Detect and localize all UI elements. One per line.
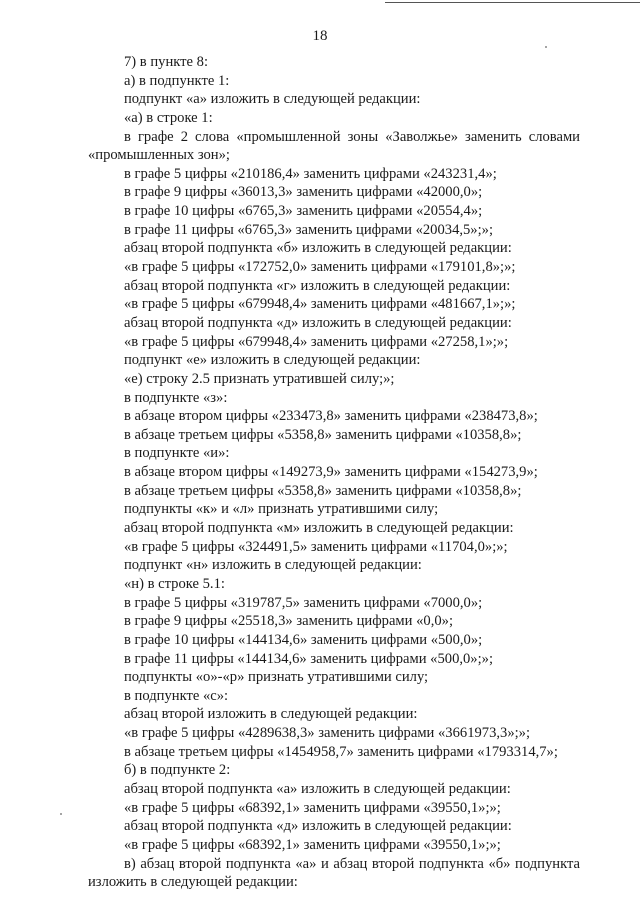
text-line: в графе 11 цифры «6765,3» заменить цифрами «20034,5»;»; [124, 221, 494, 238]
text-line: подпункты «к» и «л» признать утратившими силу; [124, 501, 439, 518]
text-line: «в графе 5 цифры «4289638,3» заменить цифрами «3661973,3»;»; [124, 725, 531, 742]
text-line: в графе 10 цифры «6765,3» заменить цифрами «20554,4»; [124, 203, 483, 220]
text-line: абзац второй подпункта «д» изложить в следующей редакции: [124, 818, 512, 835]
text-line: в графе 5 цифры «210186,4» заменить цифрами «243231,4»; [124, 165, 497, 182]
text-line: «а) в строке 1: [124, 109, 213, 126]
text-line: в графе 11 цифры «144134,6» заменить цифрами «500,0»;»; [124, 650, 494, 667]
text-line: в абзаце втором цифры «149273,9» заменить цифрами «154273,9»; [124, 464, 538, 481]
scan-speck [545, 46, 547, 48]
text-line: а) в подпункте 1: [124, 72, 230, 89]
text-line: абзац второй подпункта «б» изложить в следующей редакции: [124, 240, 512, 257]
text-line: абзац второй подпункта «м» изложить в следующей редакции: [124, 520, 514, 537]
text-line: подпункт «н» изложить в следующей редакции: [124, 557, 422, 574]
text-line: в графе 10 цифры «144134,6» заменить цифрами «500,0»; [124, 631, 483, 648]
text-line: 7) в пункте 8: [124, 54, 209, 70]
text-line: в абзаце третьем цифры «5358,8» заменить цифрами «10358,8»; [124, 426, 522, 443]
text-line: абзац второй подпункта «г» изложить в следующей редакции: [124, 277, 511, 294]
text-line: «н) в строке 5.1: [124, 575, 225, 592]
text-line: в подпункте «с»: [124, 687, 229, 704]
text-line: «в графе 5 цифры «679948,4» заменить цифрами «27258,1»;»; [124, 333, 509, 350]
text-line: абзац второй подпункта «д» изложить в следующей редакции: [124, 314, 512, 331]
text-line: в графе 2 слова «промышленной зоны «Заволжье» заменить словами [124, 128, 580, 145]
text-line: в абзаце третьем цифры «5358,8» заменить цифрами «10358,8»; [124, 482, 522, 499]
text-line: в подпункте «и»: [124, 445, 230, 462]
text-line: б) в подпункте 2: [124, 762, 231, 779]
text-line: в абзаце третьем цифры «1454958,7» заменить цифрами «1793314,7»; [124, 743, 558, 760]
text-line: в абзаце втором цифры «233473,8» заменить цифрами «238473,8»; [124, 408, 538, 425]
text-line: абзац второй подпункта «а» изложить в следующей редакции: [124, 780, 511, 797]
text-line: подпункты «о»-«р» признать утратившими силу; [124, 669, 429, 686]
text-line: в) абзац второй подпункта «а» и абзац второй подпункта «б» подпункта [124, 855, 580, 872]
text-line: «в графе 5 цифры «68392,1» заменить цифрами «39550,1»;»; [124, 836, 501, 853]
text-line: «в графе 5 цифры «172752,0» заменить цифрами «179101,8»;»; [124, 259, 516, 276]
text-line: в графе 9 цифры «36013,3» заменить цифрами «42000,0»; [124, 184, 483, 201]
text-line: «в графе 5 цифры «68392,1» заменить цифрами «39550,1»;»; [124, 799, 501, 816]
text-line: «е) строку 2.5 признать утратившей силу;»; [124, 370, 395, 387]
text-line: изложить в следующей редакции: [88, 874, 298, 891]
top-edge-mark [385, 2, 640, 3]
document-body [88, 53, 580, 892]
text-line: «в графе 5 цифры «679948,4» заменить цифрами «481667,1»;»; [124, 296, 516, 313]
page-number: 18 [312, 28, 328, 44]
text-line: «в графе 5 цифры «324491,5» заменить цифрами «11704,0»;»; [124, 538, 508, 555]
text-line: абзац второй изложить в следующей редакции: [124, 706, 418, 723]
text-line: в подпункте «з»: [124, 389, 228, 406]
text-line: подпункт «е» изложить в следующей редакции: [124, 352, 421, 369]
text-line: в графе 5 цифры «319787,5» заменить цифрами «7000,0»; [124, 594, 483, 611]
text-line: подпункт «а» изложить в следующей редакции: [124, 91, 421, 108]
text-line: «промышленных зон»; [88, 147, 230, 164]
text-line: в графе 9 цифры «25518,3» заменить цифрами «0,0»; [124, 613, 454, 630]
scan-speck [60, 813, 62, 815]
